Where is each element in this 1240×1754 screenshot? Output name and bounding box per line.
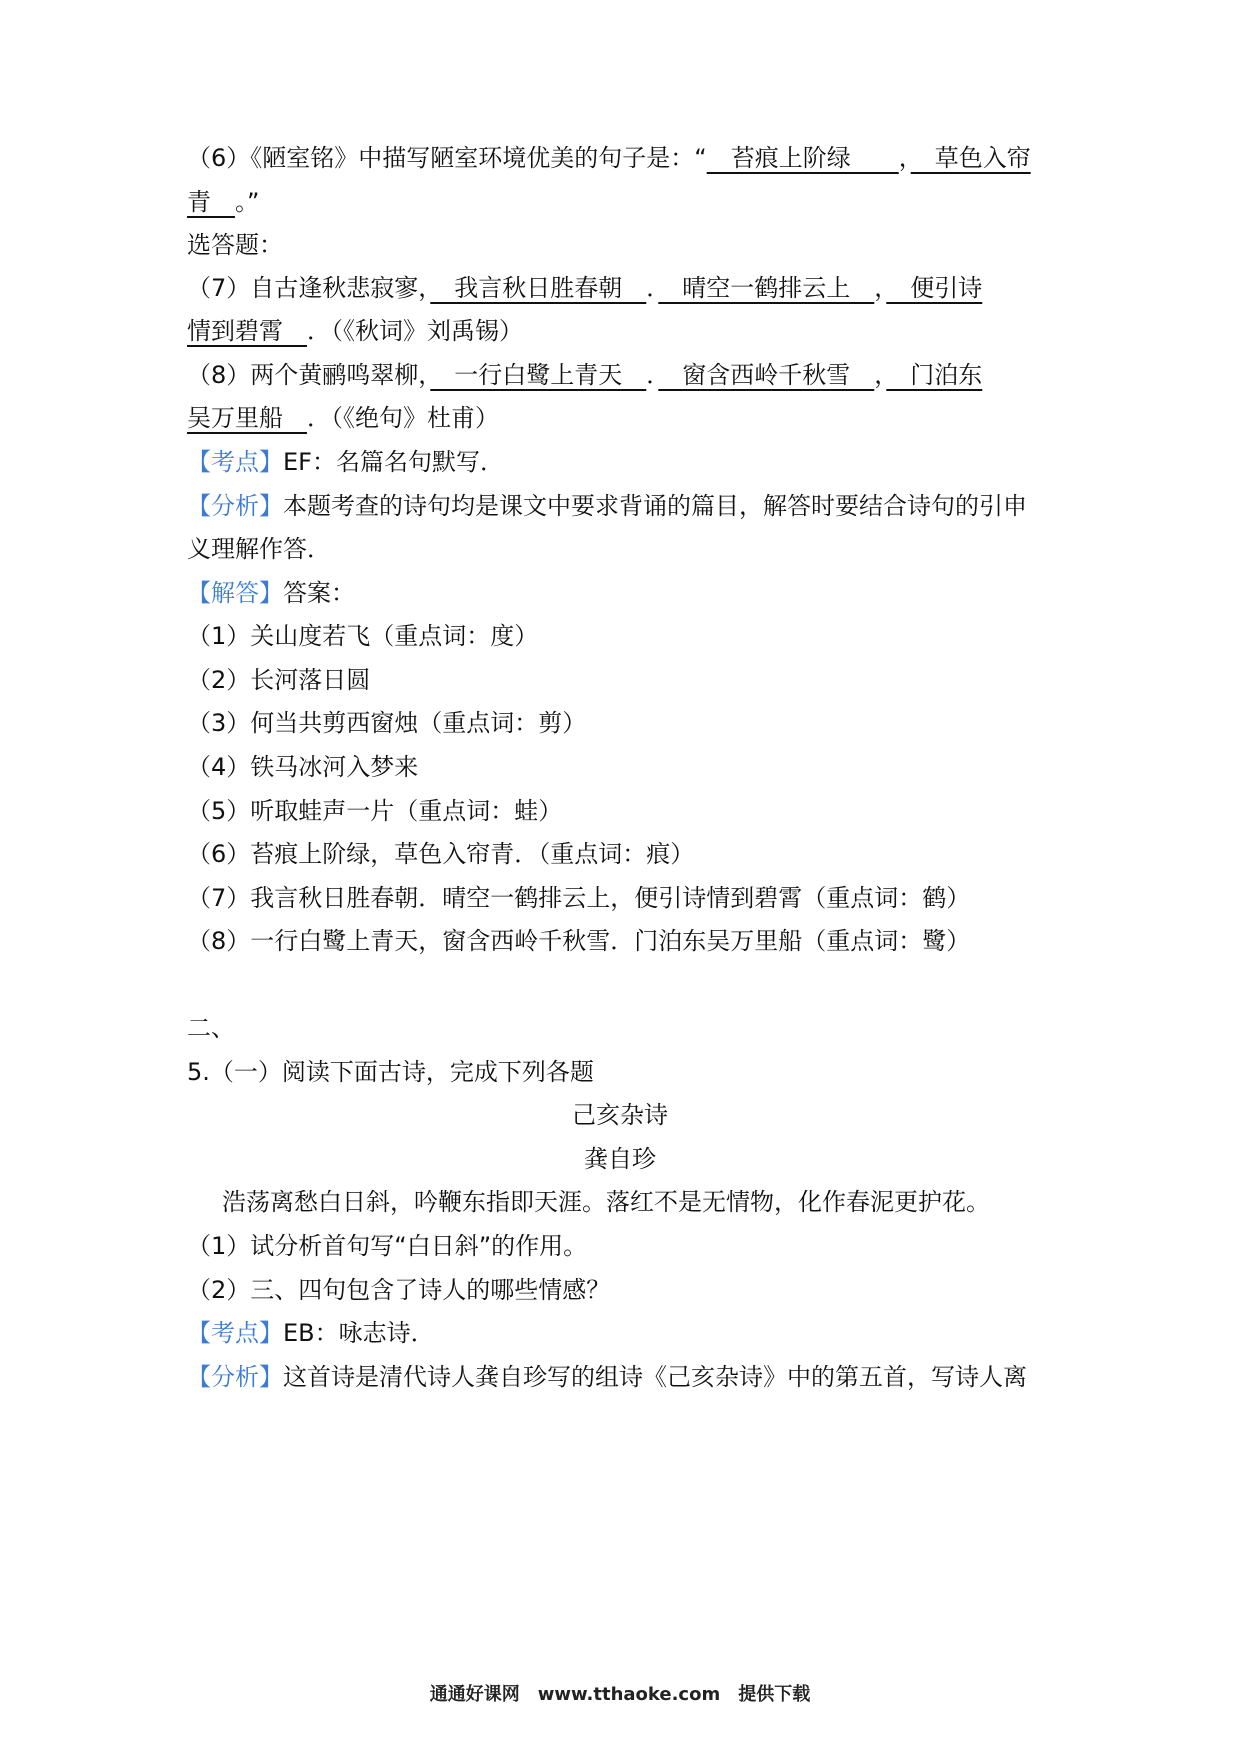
question-8-blank-1: 一行白鹭上青天 xyxy=(430,361,647,389)
section-2-fenxi-text: 这首诗是清代诗人龚自珍写的组诗《己亥杂诗》中的第五首，写诗人离 xyxy=(283,1363,1027,1391)
question-7-blank-3: 便引诗 xyxy=(886,274,983,302)
question-8-blank-3: 门泊东 xyxy=(886,361,983,389)
question-8-line-1 xyxy=(187,359,1057,391)
answer-item: （3）何当共剪西窗烛（重点词：剪） xyxy=(187,709,587,737)
question-7-blank-2: 晴空一鹤排云上 xyxy=(658,274,875,302)
question-8-blank-2: 窗含西岭千秋雪 xyxy=(658,361,875,389)
question-6-line-1 xyxy=(187,142,1057,174)
question-5-title: 5.（一）阅读下面古诗，完成下列各题 xyxy=(187,1058,594,1086)
question-7-blank-3-continued: 情到碧霄 xyxy=(187,317,307,345)
question-8-line-2 xyxy=(187,402,1057,434)
section-2-heading: 二、 xyxy=(187,1014,235,1042)
kaodian-text: EF：名篇名句默写． xyxy=(283,448,504,476)
answer-item: （5）听取蛙声一片（重点词：蛙） xyxy=(187,797,563,825)
jieda-line xyxy=(187,577,1057,609)
question-7-line-1 xyxy=(187,272,1057,304)
question-6-separator: ， xyxy=(898,144,911,172)
question-6-line-2 xyxy=(187,186,1057,218)
question-8-blank-3-continued: 吴万里船 xyxy=(187,404,307,432)
question-6-blank-1: 苔痕上阶绿 xyxy=(706,144,899,172)
question-7-separator-1: ． xyxy=(646,274,659,302)
question-6-suffix: 。” xyxy=(235,188,260,216)
choice-section-title: 选答题： xyxy=(187,231,283,259)
answer-item: （6）苔痕上阶绿，草色入帘青．（重点词：痕） xyxy=(187,840,695,868)
question-8-suffix: ．（《绝句》杜甫） xyxy=(307,404,499,432)
section-2-kaodian-text: EB：咏志诗． xyxy=(283,1319,435,1347)
question-6-prefix: （6）《陋室铭》中描写陋室环境优美的句子是：“ xyxy=(187,144,707,172)
fenxi-line-2: 义理解作答． xyxy=(187,535,331,563)
poem-title: 己亥杂诗 xyxy=(572,1101,668,1129)
question-8-separator-1: ． xyxy=(646,361,659,389)
section-2-fenxi-line xyxy=(187,1361,1057,1393)
section-2-kaodian-line xyxy=(187,1317,1057,1349)
fenxi-text: 本题考查的诗句均是课文中要求背诵的篇目，解答时要结合诗句的引申 xyxy=(283,492,1027,520)
section-2-kaodian-tag: 【考点】 xyxy=(187,1319,283,1347)
poem-text: 浩荡离愁白日斜，吟鞭东指即天涯。落红不是无情物，化作春泥更护花。 xyxy=(222,1188,990,1216)
jieda-tag: 【解答】 xyxy=(187,579,283,607)
question-7-suffix: ．（《秋词》刘禹锡） xyxy=(307,317,523,345)
question-8-separator-2: ， xyxy=(874,361,887,389)
answer-item: （2）长河落日圆 xyxy=(187,666,371,694)
question-7-blank-1: 我言秋日胜春朝 xyxy=(430,274,647,302)
question-7-line-2 xyxy=(187,315,1057,347)
fenxi-line-1 xyxy=(187,490,1057,522)
answer-item: （7）我言秋日胜春朝．晴空一鹤排云上，便引诗情到碧霄（重点词：鹤） xyxy=(187,884,971,912)
sub-question-2: （2）三、四句包含了诗人的哪些情感？ xyxy=(187,1276,611,1304)
kaodian-tag: 【考点】 xyxy=(187,448,283,476)
kaodian-line xyxy=(187,446,1057,478)
answer-item: （4）铁马冰河入梦来 xyxy=(187,753,419,781)
question-7-separator-2: ， xyxy=(874,274,887,302)
question-6-blank-2: 草色入帘 xyxy=(910,144,1031,172)
question-6-blank-2-continued: 青 xyxy=(187,188,235,216)
poem-author: 龚自珍 xyxy=(584,1145,656,1173)
fenxi-tag: 【分析】 xyxy=(187,492,283,520)
answer-item: （1）关山度若飞（重点词：度） xyxy=(187,622,539,650)
answer-item: （8）一行白鹭上青天，窗含西岭千秋雪．门泊东吴万里船（重点词：鹭） xyxy=(187,927,971,955)
page-footer: 通通好课网 www.tthaoke.com 提供下载 xyxy=(429,1684,811,1705)
jieda-text: 答案： xyxy=(283,579,355,607)
question-8-prefix: （8）两个黄鹂鸣翠柳， xyxy=(187,361,431,389)
question-7-prefix: （7）自古逢秋悲寂寥， xyxy=(187,274,431,302)
sub-question-1: （1）试分析首句写“白日斜”的作用。 xyxy=(187,1232,588,1260)
section-2-fenxi-tag: 【分析】 xyxy=(187,1363,283,1391)
